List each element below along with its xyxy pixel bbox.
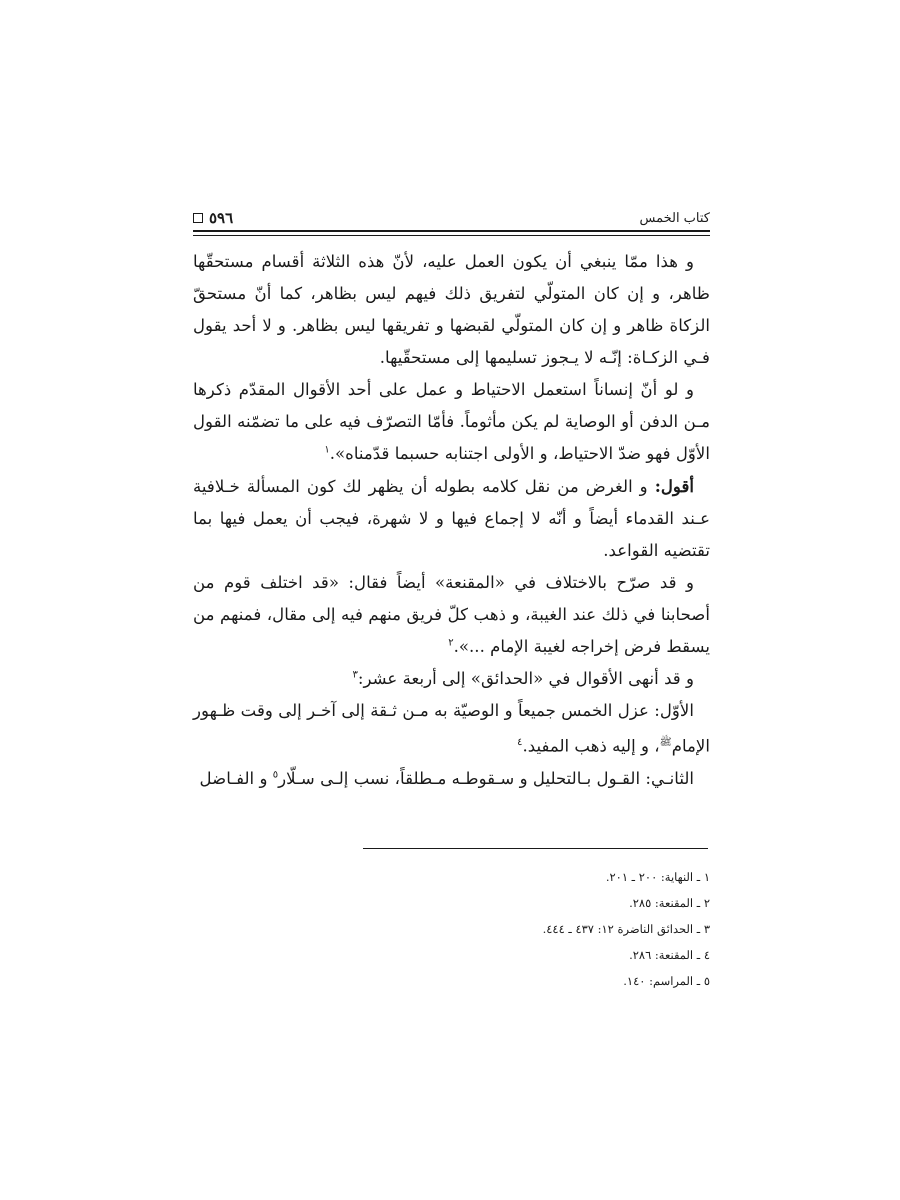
footnote-2: ٢ ـ المقنعة: ٢٨٥. xyxy=(629,896,710,910)
running-header xyxy=(193,207,710,229)
footnote-ref-5[interactable]: ٥ xyxy=(272,769,279,780)
paragraph-3: أقول: و الغرض من نقل كلامه بطوله أن يظهر لك كون المسألة خـلافية عـند القدماء أيضاً و أنّه لا إجماع فيها و لا شهرة، فيجب أن يعمل فيها بما تقتضيه القواعد. xyxy=(193,476,710,560)
footnote-ref-4[interactable]: ٤ xyxy=(517,737,523,748)
paragraph-7: الثانـي: القـول بـالتحليل و سـقوطـه مـطلقاً، نسب إلـى سـلّار$^٥$ و الفـاضل xyxy=(199,768,694,788)
page-number: ٥٩٦ xyxy=(209,209,234,227)
paragraph-4: و قد صرّح بالاختلاف في «المقنعة» أيضاً فقال: «قد اختلف قوم من أصحابنا في ذلك عند الغيبة، و ذهب كلّ فريق منهم فيه إلى مقال، فمنهم من يسقط فرض إخراجه لغيبة الإمام ...».$^٢$ xyxy=(193,573,710,656)
header-rule-thick xyxy=(193,230,710,232)
honorific-symbol: ﷺ xyxy=(659,737,672,748)
paragraph-6: الأوّل: عزل الخمس جميعاً و الوصيّة به مـن ثـقة إلى آخـر إلى وقت ظـهور الإمام$^ﷺ$، و إليه ذهب المفيد.$^٤$ xyxy=(193,701,710,756)
footnote-5: ٥ ـ المراسم: ١٤٠. xyxy=(623,974,710,988)
footnote-3: ٣ ـ الحدائق الناضرة ١٢: ٤٣٧ ـ ٤٤٤. xyxy=(542,922,710,936)
footnote-4: ٤ ـ المقنعة: ٢٨٦. xyxy=(629,948,710,962)
page-number-block xyxy=(193,209,233,227)
footnote-ref-3[interactable]: ٣ xyxy=(352,669,358,681)
footnotes xyxy=(193,864,710,994)
paragraph-1: و هذا ممّا ينبغي أن يكون العمل عليه، لأنّ هذه الثلاثة أقسام مستحقّها ظاهر، و إن كان المتولّي لتفريق ذلك فيهم ليس بظاهر، كما أنّ مستحقّ الزكاة ظاهر و إن كان المتولّي لقبضها و تفريقها ليس بظاهر. و لا أحد يقول فـي الزكـاة: إنّـه لا يـجوز تسليمها إلى مستحقّيها. xyxy=(193,252,710,367)
header-rule-thin xyxy=(193,235,710,236)
main-text xyxy=(193,246,710,795)
footnote-ref-2[interactable]: ٢ xyxy=(448,637,454,649)
footnote-ref-1[interactable]: ١ xyxy=(324,444,330,456)
footnote-1: ١ ـ النهاية: ٢٠٠ ـ ٢٠١. xyxy=(605,870,710,884)
square-icon xyxy=(193,213,203,223)
book-title: كتاب الخمس xyxy=(639,210,710,226)
keyword-aqulu: أقول: xyxy=(654,476,694,496)
paragraph-5: و قد أنهى الأقوال في «الحدائق» إلى أربعة عشر:$^٣$ xyxy=(352,669,694,688)
paragraph-2: و لو أنّ إنساناً استعمل الاحتياط و عمل على أحد الأقوال المقدّم ذكرها مـن الدفن أو الوصاية لم يكن مأثوماً. فأمّا التصرّف فيه على ما تضمّنه القول الأوّل فهو ضدّ الاحتياط، و الأولى اجتنابه حسبما قدّمناه».$^١$ xyxy=(193,380,710,463)
footnote-separator xyxy=(363,848,708,849)
